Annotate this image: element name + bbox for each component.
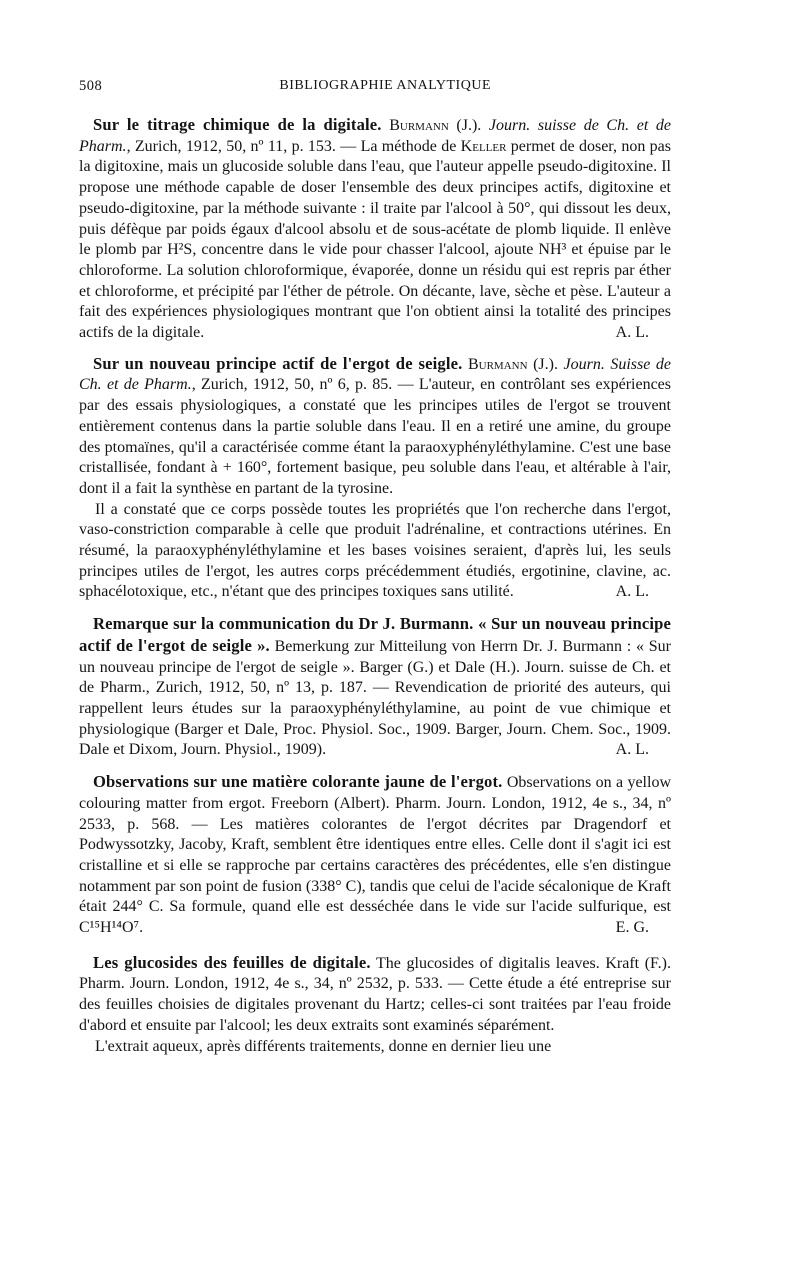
article-paragraph bbox=[79, 1037, 671, 1058]
article-title: Sur un nouveau principe actif de l'ergot de seigle. bbox=[93, 353, 463, 373]
article-glucosides-digitale bbox=[79, 953, 671, 1058]
article-body: — L'auteur, en contrôlant ses expériences par des essais physiologiques, a constaté que les principes utiles de l'ergot se trouvent entièrement contenus dans la partie soluble dans l'eau. Il en a retiré une amine, du groupe des ptomaïnes, qu'il a caractérisée comme étant la paraoxyphényléthylamine. C'est une base cristallisée, fondant à + 160°, fortement basique, peu soluble dans l'eau, et altérable à l'air, dont il a fait la synthèse en partant de la tyrosine. bbox=[79, 376, 672, 497]
journal-name: Journ. Suisse de Ch. et de Pharm. bbox=[79, 355, 671, 394]
article-paragraph bbox=[79, 953, 671, 1037]
article-title: Observations sur une matière colorante jaune de l'ergot. bbox=[93, 772, 503, 792]
running-title: BIBLIOGRAPHIE ANALYTIQUE bbox=[279, 78, 491, 93]
article-paragraph bbox=[79, 614, 671, 761]
article-paragraph bbox=[79, 354, 671, 500]
article-signature: A. L. bbox=[615, 583, 649, 601]
article-signature: E. G. bbox=[615, 919, 649, 937]
article-title: Remarque sur la communication du Dr J. Burmann. « Sur un nouveau principe actif de l'ergot de seigle ». bbox=[79, 614, 671, 655]
article-matiere-colorante bbox=[79, 772, 671, 939]
page-number: 508 bbox=[79, 78, 103, 94]
article-body: The glucosides of digitalis leaves. Kraft (F.). Pharm. Journ. London, 1912, 4e s., 34, nº 2532, p. 533. — Cette étude a été entreprise sur des feuilles choisies de digitales provenant du Hartz; celles-ci sont traitées par l'eau froide d'abord et ensuite par l'alcool; les deux extraits sont examinés séparément. bbox=[79, 954, 671, 1034]
article-body: Bemerkung zur Mitteilung von Herrn Dr. J. Burmann : « Sur un nouveau principe de l'ergot de seigle ». Barger (G.) et Dale (H.). Journ. suisse de Ch. et de Pharm., Zurich, 1912, 50, nº 13, p. 187. — Revendication de priorité des auteurs, qui rappellent leurs études sur la paraoxyphényléthylamine, au point de vue chimique et physiologique (Barger et Dale, Proc. Physiol. Soc., 1909. Barger, Journ. Chem. Soc., 1909. Dale et Dixom, Journ. Physiol., 1909). bbox=[79, 637, 672, 759]
running-header bbox=[79, 78, 671, 98]
article-title: Sur le titrage chimique de la digitale. bbox=[93, 115, 382, 134]
citation: , Zurich, 1912, 50, nº 6, p. 85. bbox=[191, 376, 393, 394]
author-initial: (J.). bbox=[448, 117, 489, 134]
author-initial: (J.). bbox=[527, 355, 564, 373]
article-remarque-burmann bbox=[79, 614, 671, 761]
article-paragraph bbox=[79, 500, 671, 604]
article-body-2: L'extrait aqueux, après différents traitements, donne en dernier lieu une bbox=[95, 1037, 552, 1055]
article-body: permet de doser, non pas la digitoxine, mais un glucoside soluble dans l'eau, que l'auteur appelle pseudo-digitoxine. Il propose une méthode capable de doser l'ensemble des deux principes actifs, digitoxine et pseudo-digitoxine, par la méthode suivante : il traite par l'alcool à 50°, qui dissout les deux, puis défèque par poids égaux d'alcool absolu et de sous-acétate de plomb liquide. Il enlève le plomb par H²S, concentre dans le vide pour chasser l'alcool, ajoute NH³ et épuise par le chloroforme. La solution chloroformique, évaporée, donne un résidu qui est repris par éther et chloroforme, et précipité par l'éther de pétrole. On décante, lave, sèche et pèse. L'auteur a fait des expériences physiologiques montrant que l'on obtient ainsi la totalité des principes actifs de la digitale. bbox=[79, 137, 671, 342]
article-title: Les glucosides des feuilles de digitale. bbox=[93, 952, 371, 972]
article-paragraph bbox=[79, 115, 671, 344]
page bbox=[79, 78, 671, 1057]
article-signature: A. L. bbox=[615, 741, 649, 759]
article-author: Burmann bbox=[467, 355, 528, 373]
article-signature: A. L. bbox=[615, 324, 649, 342]
article-body: Observations on a yellow colouring matter from ergot. Freeborn (Albert). Pharm. Journ. London, 1912, 4e s., 34, nº 2533, p. 568. — Les matières colorantes de l'ergot décrites par Dragendorf et Podwyssotzky, Jacoby, Kraft, semblent être identiques entre elles. Celle dont il s'agit ici est cristalline et si elle se rapproche par certains caractères des précédentes, elle s'en distingue notamment par son point de fusion (338° C), tandis que celui de l'acide sécalonique de Kraft était 244° C. Sa formule, quand elle est desséchée dans le vide sur l'acide sulfurique, est C¹⁵H¹⁴O⁷. bbox=[79, 774, 672, 937]
article-ergot-principe bbox=[79, 354, 671, 603]
article-body-2: Il a constaté que ce corps possède toutes les propriétés que l'on recherche dans l'ergot, vaso-constriction comparable à celle que produit l'adrénaline, et contractions utérines. En résumé, la paraoxyphényléthylamine et les bases voisines seraient, d'après lui, les seuls principes utiles de l'ergot, les autres corps précédemment étudiés, ergotinine, clavine, ac. sphacélotoxique, etc., n'étant que des principes toxiques sans utilité. bbox=[79, 500, 671, 601]
journal-name: Journ. suisse de Ch. et de Pharm. bbox=[79, 117, 671, 155]
article-author: Burmann bbox=[389, 117, 449, 134]
article-titrage-digitale bbox=[79, 115, 671, 344]
citation: , Zurich, 1912, 50, nº 11, p. 153. — La méthode de bbox=[126, 137, 461, 155]
article-paragraph bbox=[79, 772, 671, 939]
cited-author: Keller bbox=[460, 137, 507, 155]
